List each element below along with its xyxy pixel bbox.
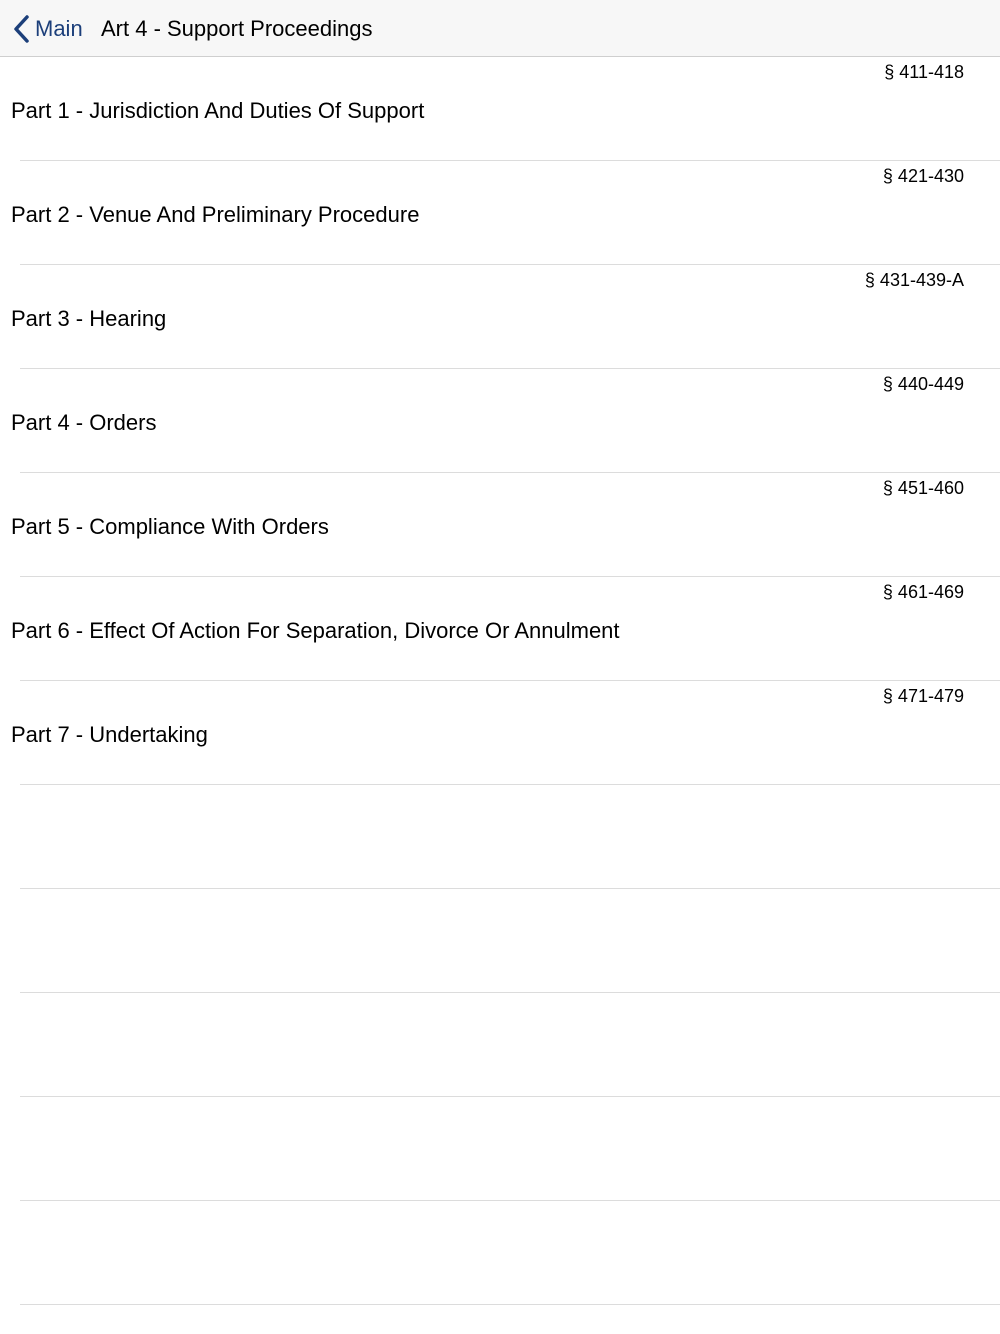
part-title: Part 6 - Effect Of Action For Separation, Divorce Or Annulment xyxy=(11,618,620,643)
back-button[interactable] xyxy=(12,10,83,48)
section-range: § 461-469 xyxy=(882,582,964,602)
part-title: Part 2 - Venue And Preliminary Procedure xyxy=(11,202,420,227)
part-title: Part 7 - Undertaking xyxy=(11,722,208,747)
section-range: § 411-418 xyxy=(884,62,964,82)
chevron-left-icon xyxy=(12,14,30,44)
section-range: § 431-439-A xyxy=(864,270,964,290)
back-button-label: Main xyxy=(35,16,83,41)
part-title: Part 3 - Hearing xyxy=(11,306,167,331)
navigation-bar xyxy=(0,0,1000,57)
part-title: Part 5 - Compliance With Orders xyxy=(11,514,329,539)
page-title: Art 4 - Support Proceedings xyxy=(101,16,373,41)
empty-row xyxy=(0,785,1000,889)
list-item-part-3[interactable] xyxy=(0,265,1000,369)
list-item-part-2[interactable] xyxy=(0,161,1000,265)
part-title: Part 4 - Orders xyxy=(11,410,157,435)
section-range: § 440-449 xyxy=(882,374,964,394)
list-item-part-7[interactable] xyxy=(0,681,1000,785)
parts-list xyxy=(0,57,1000,1305)
list-item-part-1[interactable] xyxy=(0,57,1000,161)
empty-row xyxy=(0,993,1000,1097)
list-item-part-6[interactable] xyxy=(0,577,1000,681)
list-item-part-4[interactable] xyxy=(0,369,1000,473)
empty-row xyxy=(0,1201,1000,1305)
list-item-part-5[interactable] xyxy=(0,473,1000,577)
empty-row xyxy=(0,1097,1000,1201)
section-range: § 471-479 xyxy=(882,686,964,706)
empty-row xyxy=(0,889,1000,993)
part-title: Part 1 - Jurisdiction And Duties Of Support xyxy=(11,98,425,123)
section-range: § 421-430 xyxy=(882,166,964,186)
section-range: § 451-460 xyxy=(882,478,964,498)
